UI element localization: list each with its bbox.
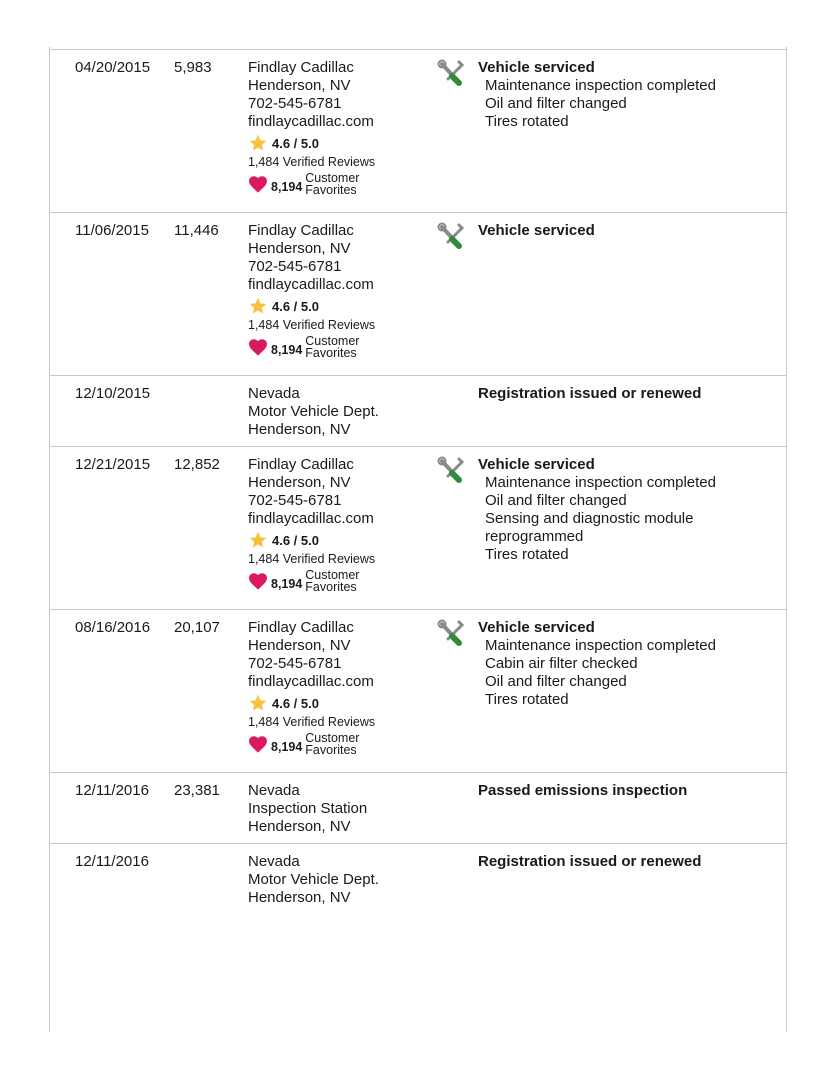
history-record [49, 610, 786, 773]
detail-item: Sensing and diagnostic module [485, 510, 694, 527]
source-phone[interactable]: 702-545-6781 [248, 258, 342, 275]
reviews-count[interactable]: 1,484 Verified Reviews [248, 715, 376, 729]
rating-value: 4.6 / 5.0 [272, 135, 319, 151]
detail-title: Vehicle serviced [478, 456, 595, 473]
record-mileage: 23,381 [174, 782, 220, 799]
favorites-count: 8,194 [271, 740, 303, 754]
source-name[interactable]: Findlay Cadillac [248, 59, 354, 76]
favorites-count: 8,194 [271, 180, 303, 194]
detail-item: Maintenance inspection completed [485, 77, 716, 94]
heart-icon [248, 338, 268, 356]
history-record [49, 447, 786, 610]
star-icon [248, 296, 268, 316]
record-details [478, 385, 778, 403]
detail-title: Passed emissions inspection [478, 782, 688, 799]
source-name[interactable]: Findlay Cadillac [248, 619, 354, 636]
record-details [478, 222, 778, 240]
source-website[interactable]: findlaycadillac.com [248, 673, 374, 690]
heart-icon [248, 175, 268, 193]
wrench-screwdriver-icon [437, 619, 467, 649]
dealer-rating [248, 529, 433, 551]
record-mileage: 11,446 [174, 222, 219, 239]
record-source [248, 222, 433, 361]
source-location: Henderson, NV [248, 240, 351, 257]
source-location: Henderson, NV [248, 421, 351, 438]
heart-icon [248, 572, 268, 590]
favorites-label: Customer Favorites [305, 568, 360, 594]
source-name: Nevada [248, 853, 300, 870]
rating-value: 4.6 / 5.0 [272, 298, 319, 314]
wrench-screwdriver-icon [437, 456, 467, 486]
detail-item: Oil and filter changed [485, 492, 627, 509]
service-history-list [49, 49, 786, 914]
star-icon [248, 530, 268, 550]
source-department: Motor Vehicle Dept. [248, 403, 379, 420]
customer-favorites [248, 567, 433, 595]
wrench-screwdriver-icon [437, 222, 467, 252]
record-details [478, 853, 778, 871]
record-mileage: 20,107 [174, 619, 220, 636]
source-location: Henderson, NV [248, 818, 351, 835]
detail-item: Tires rotated [485, 691, 569, 708]
frame-right-border [786, 47, 787, 1032]
detail-title: Registration issued or renewed [478, 853, 702, 870]
detail-item: Oil and filter changed [485, 95, 627, 112]
record-date: 04/20/2015 [75, 59, 151, 76]
source-name: Nevada [248, 385, 300, 402]
source-name[interactable]: Findlay Cadillac [248, 456, 354, 473]
star-icon [248, 693, 268, 713]
history-record [49, 50, 786, 213]
source-location: Henderson, NV [248, 474, 351, 491]
history-record [49, 844, 786, 914]
history-record [49, 213, 786, 376]
record-source [248, 456, 433, 595]
source-website[interactable]: findlaycadillac.com [248, 276, 374, 293]
detail-item: Tires rotated [485, 113, 569, 130]
history-record [49, 376, 786, 447]
record-details [478, 456, 778, 564]
wrench-screwdriver-icon [437, 59, 467, 89]
record-date: 12/11/2016 [75, 782, 149, 799]
record-date: 08/16/2016 [75, 619, 151, 636]
record-source [248, 782, 433, 836]
detail-title: Vehicle serviced [478, 619, 595, 636]
record-source [248, 385, 433, 439]
record-date: 12/21/2015 [75, 456, 151, 473]
record-details [478, 619, 778, 709]
source-name: Nevada [248, 782, 300, 799]
detail-item: Maintenance inspection completed [485, 474, 716, 491]
source-location: Henderson, NV [248, 77, 351, 94]
record-mileage: 5,983 [174, 59, 212, 76]
record-source [248, 853, 433, 907]
star-icon [248, 133, 268, 153]
dealer-rating [248, 295, 433, 317]
source-department: Motor Vehicle Dept. [248, 871, 379, 888]
detail-title: Vehicle serviced [478, 59, 595, 76]
source-phone[interactable]: 702-545-6781 [248, 655, 342, 672]
reviews-count[interactable]: 1,484 Verified Reviews [248, 318, 376, 332]
dealer-rating [248, 132, 433, 154]
favorites-label: Customer Favorites [305, 171, 360, 197]
favorites-count: 8,194 [271, 577, 303, 591]
customer-favorites [248, 170, 433, 198]
record-details [478, 59, 778, 131]
record-date: 11/06/2015 [75, 222, 149, 239]
source-phone[interactable]: 702-545-6781 [248, 492, 342, 509]
record-source [248, 59, 433, 198]
detail-item: Tires rotated [485, 546, 569, 563]
favorites-label: Customer Favorites [305, 334, 360, 360]
source-location: Henderson, NV [248, 889, 351, 906]
detail-title: Registration issued or renewed [478, 385, 702, 402]
reviews-count[interactable]: 1,484 Verified Reviews [248, 155, 376, 169]
customer-favorites [248, 333, 433, 361]
favorites-label: Customer Favorites [305, 731, 360, 757]
detail-item: Cabin air filter checked [485, 655, 638, 672]
source-website[interactable]: findlaycadillac.com [248, 510, 374, 527]
dealer-rating [248, 692, 433, 714]
reviews-count[interactable]: 1,484 Verified Reviews [248, 552, 376, 566]
customer-favorites [248, 730, 433, 758]
record-details [478, 782, 778, 800]
source-name[interactable]: Findlay Cadillac [248, 222, 354, 239]
record-source [248, 619, 433, 758]
record-date: 12/10/2015 [75, 385, 151, 402]
source-location: Henderson, NV [248, 637, 351, 654]
detail-item: Oil and filter changed [485, 673, 627, 690]
rating-value: 4.6 / 5.0 [272, 695, 319, 711]
detail-title: Vehicle serviced [478, 222, 595, 239]
history-record [49, 773, 786, 844]
detail-item: reprogrammed [485, 528, 584, 545]
source-website[interactable]: findlaycadillac.com [248, 113, 374, 130]
heart-icon [248, 735, 268, 753]
source-phone[interactable]: 702-545-6781 [248, 95, 342, 112]
record-mileage: 12,852 [174, 456, 220, 473]
rating-value: 4.6 / 5.0 [272, 532, 319, 548]
detail-item: Maintenance inspection completed [485, 637, 716, 654]
favorites-count: 8,194 [271, 343, 303, 357]
record-date: 12/11/2016 [75, 853, 149, 870]
source-department: Inspection Station [248, 800, 368, 817]
